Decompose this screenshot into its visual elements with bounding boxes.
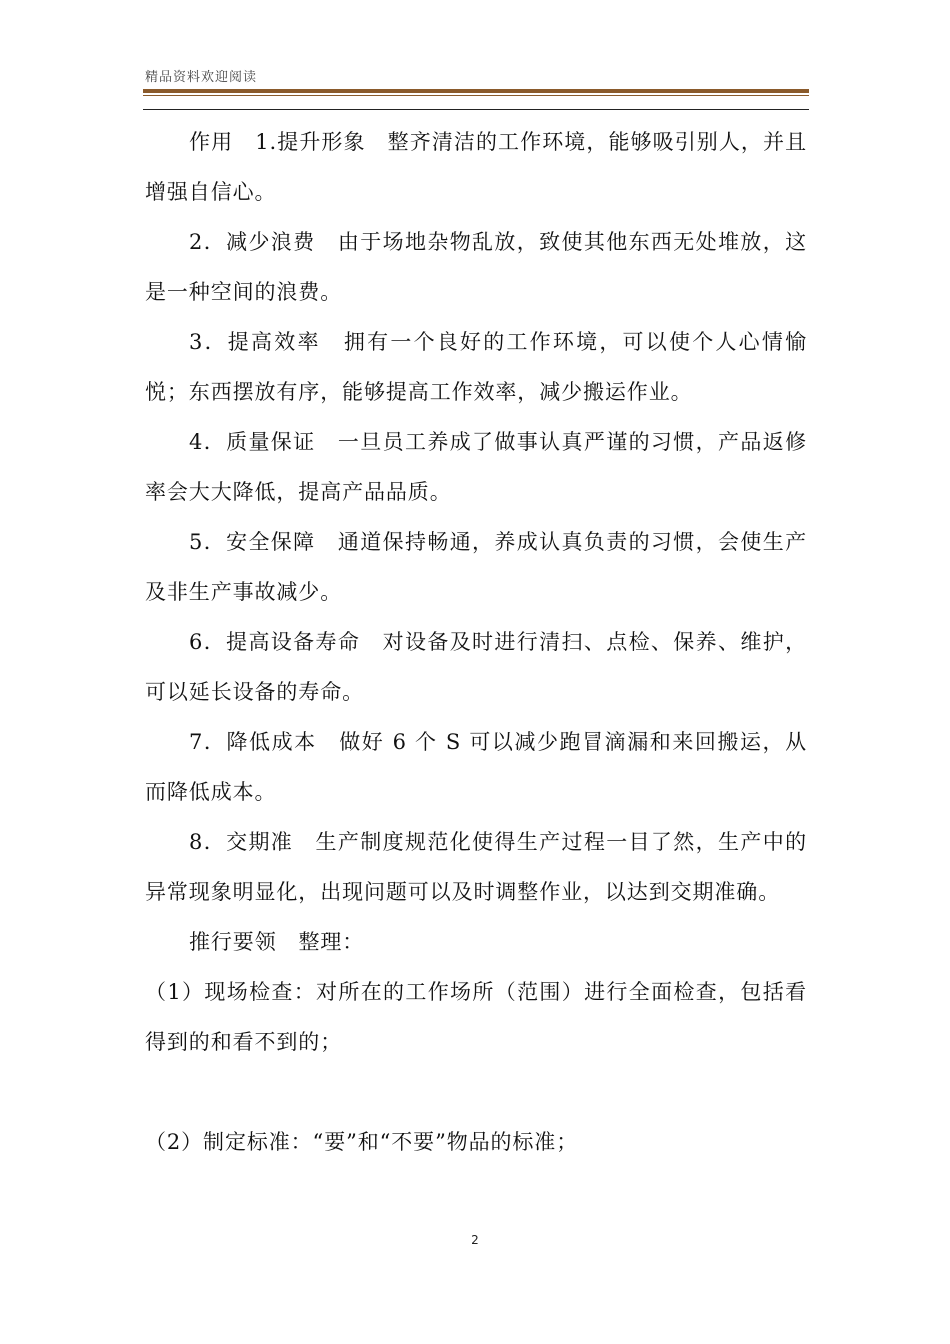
- page-number: 2: [471, 1233, 479, 1247]
- paragraph-quality: 4．质量保证 一旦员工养成了做事认真严谨的习惯，产品返修率会大大降低，提高产品品质。: [145, 430, 807, 504]
- header-rule-thin: [143, 95, 809, 96]
- blank-spacer: [145, 1067, 807, 1117]
- paragraph-site-inspection: （1）现场检查：对所在的工作场所（范围）进行全面检查，包括看得到的和看不到的；: [145, 980, 807, 1054]
- paragraph-equipment-life: 6．提高设备寿命 对设备及时进行清扫、点检、保养、维护，可以延长设备的寿命。: [145, 630, 807, 704]
- document-body: [145, 117, 807, 1167]
- page-header-text: 精品资料欢迎阅读: [145, 70, 258, 85]
- paragraph-reduce-waste: 2．减少浪费 由于场地杂物乱放，致使其他东西无处堆放，这是一种空间的浪费。: [145, 230, 807, 304]
- paragraph-delivery: 8．交期准 生产制度规范化使得生产过程一目了然，生产中的异常现象明显化，出现问题可以及时调整作业，以达到交期准确。: [145, 830, 807, 904]
- paragraph-safety: 5．安全保障 通道保持畅通，养成认真负责的习惯，会使生产及非生产事故减少。: [145, 530, 807, 604]
- header-rule-black: [143, 109, 809, 110]
- paragraph-key-points: 推行要领 整理：: [189, 930, 365, 954]
- paragraph-purpose: 作用 1.提升形象 整齐清洁的工作环境，能够吸引别人，并且增强自信心。: [145, 130, 807, 204]
- header-rule-thick: [143, 89, 809, 93]
- paragraph-cost: 7．降低成本 做好 6 个 S 可以减少跑冒滴漏和来回搬运，从而降低成本。: [145, 730, 807, 804]
- paragraph-efficiency: 3．提高效率 拥有一个良好的工作环境，可以使个人心情愉悦；东西摆放有序，能够提高工作效率，减少搬运作业。: [145, 330, 807, 404]
- paragraph-set-standard: （2）制定标准：“要”和“不要”物品的标准；: [145, 1130, 579, 1154]
